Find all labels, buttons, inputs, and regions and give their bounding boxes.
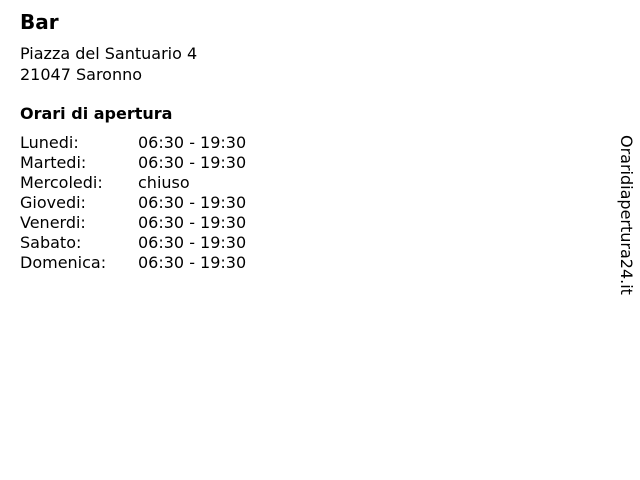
address-street: Piazza del Santuario 4	[20, 44, 198, 63]
day-label: Domenica:	[20, 253, 107, 272]
site-watermark	[610, 135, 640, 310]
hours-row-friday	[20, 213, 246, 233]
time-value: 06:30 - 19:30	[138, 233, 247, 252]
opening-hours-table	[20, 133, 246, 273]
hours-row-wednesday	[20, 173, 246, 193]
day-label: Mercoledi:	[20, 173, 103, 192]
hours-row-tuesday	[20, 153, 246, 173]
day-label: Lunedi:	[20, 133, 79, 152]
hours-row-sunday	[20, 253, 246, 273]
day-label: Venerdi:	[20, 213, 86, 232]
time-value: 06:30 - 19:30	[138, 253, 247, 272]
business-address	[20, 43, 197, 85]
hours-row-saturday	[20, 233, 246, 253]
day-label: Giovedi:	[20, 193, 86, 212]
watermark-text: Oraridiapertura24.it	[617, 135, 636, 295]
day-label: Martedi:	[20, 153, 87, 172]
address-city: 21047 Saronno	[20, 65, 143, 84]
time-value: 06:30 - 19:30	[138, 133, 247, 152]
time-value: 06:30 - 19:30	[138, 213, 247, 232]
time-value: 06:30 - 19:30	[138, 153, 247, 172]
opening-hours-heading: Orari di apertura	[20, 104, 173, 123]
day-label: Sabato:	[20, 233, 82, 252]
business-name: Bar	[20, 10, 59, 34]
hours-row-monday	[20, 133, 246, 153]
hours-row-thursday	[20, 193, 246, 213]
time-value: 06:30 - 19:30	[138, 193, 247, 212]
time-value: chiuso	[138, 173, 190, 192]
